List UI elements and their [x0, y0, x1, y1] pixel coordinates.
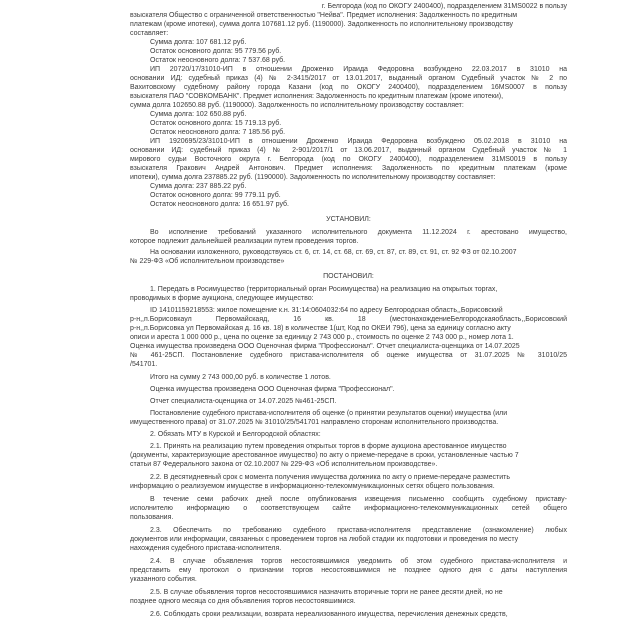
section-heading: УСТАНОВИЛ:	[326, 216, 371, 223]
document-text-line: позднее одного месяца со дня объявления торгов несостоявшимися.	[130, 598, 356, 605]
document-text-line: 2.3. Обеспечить по требованию судебного пристава-исполнителя представление (ознакомление) любых	[150, 527, 567, 534]
document-text-line: документов или информации, связанных с проведением торгов на любой стадии их подготовки и проведения по месту	[130, 536, 519, 543]
document-text-line: 2.4. В случае объявления торгов несостоявшимися уведомить об этом судебного пристава-исполнителя и	[150, 558, 567, 565]
document-text-line: указанного события.	[130, 576, 197, 583]
document-text-line: платежам (кроме ипотеки), сумма долга 107681.12 руб. (1190000). Задолженность по исполнительному производству	[130, 21, 514, 28]
document-text-line: Итого на сумму 2 743 000,00 руб. в количестве 1 лотов.	[150, 374, 331, 381]
document-text-line: р-н,,п.Борисовкаул Первомайскаяд, 16 кв. 18 (местонахождениеБелгородскаяобласть,,Борисовский	[130, 316, 567, 323]
document-text-line: (документы, характеризующие арестованное имущество) по акту о приеме-передаче в сроки, установленные частью 7	[130, 452, 519, 459]
document-text-line: № 229-ФЗ «Об исполнительном производстве»	[130, 258, 285, 265]
document-text-line: ИП 1920695/23/31010-ИП в отношении Дроженко Ираида Федоровна возбуждено 05.02.2018 в 31010 на	[150, 138, 567, 145]
document-text-line: исполнителю информацию о соответствующем сайте информационно-телекоммуникационных сетей общего	[130, 505, 567, 512]
document-text-line: Остаток основного долга: 15 719.13 руб.	[150, 120, 282, 127]
document-text-line: 2.1. Принять на реализацию путем проведения открытых торгов в форме аукциона арестованное имущество	[150, 443, 507, 450]
document-text-line: имущественного права) от 31.07.2025 № 31010/25/541701 направлено сторонам исполнительного производства.	[130, 419, 499, 426]
document-text-line: Во исполнение требований указанного исполнительного документа 11.12.2024 г. арестовано имущество,	[150, 229, 567, 236]
section-heading: ПОСТАНОВИЛ:	[323, 273, 374, 280]
document-text-line: информацию о реализуемом имуществе в информационно-телекоммуникационных сетях общего пользования.	[130, 483, 495, 490]
document-text-line: ипотеки), сумма долга 237885.22 руб. (1190000). Задолженность по исполнительному производству составляет:	[130, 174, 496, 181]
document-text-line: № 461-25СП. Постановление судебного пристава-исполнителя об оценке имущества от 31.07.2025 № 31010/25	[130, 352, 567, 359]
document-text-line: Остаток неосновного долга: 7 185.56 руб.	[150, 129, 286, 136]
document-text-line: Оценка имущества произведена ООО Оценочная фирма "Профессионал". Отчет специалиста-оценщика от 14.07.2025	[130, 343, 520, 350]
document-text-line: взыскателя Гракович Андрей Антонович. Предмет исполнения: Задолженность по кредитным платежам (кроме	[130, 165, 567, 172]
document-text-line: Остаток неосновного долга: 16 651.97 руб.	[150, 201, 289, 208]
document-text-line: 1. Передать в Росимущество (территориальный орган Росимущества) на реализацию на открытых торгах,	[150, 286, 498, 293]
document-text-line: нахождения судебного пристава-исполнителя.	[130, 545, 282, 552]
document-text-line: Сумма долга: 107 681.12 руб.	[150, 39, 247, 46]
document-text-line: составляет:	[130, 30, 169, 37]
document-text-line: статьи 87 Федерального закона от 02.10.2007 № 229-ФЗ «Об исполнительном производстве».	[130, 461, 438, 468]
document-text-line: взыскателя ПАО "СОВКОМБАНК". Предмет исполнения: Задолженность по кредитным платежам (кроме ипотеки),	[130, 93, 504, 100]
document-text-line: ID 14101159218553: жилое помещение к.н. 31:14:0604032:64 по адресу Белгородская область,,Борисовский	[150, 307, 503, 314]
document-text-line: ИП 20720/17/31010-ИП в отношении Дроженко Ираида Федоровна возбуждено 22.03.2017 в 31010 на	[150, 66, 567, 73]
document-text-line: взыскателя Общество с ограниченной ответственностью "Нейва". Предмет исполнения: Задолженность по кредитным	[130, 12, 518, 19]
document-text-line: Постановление судебного пристава-исполнителя об оценке (о принятии результатов оценки) имущества (или	[150, 410, 508, 417]
document-text-line: представить ему протокол о признании торгов несостоявшимися не позднее одного дня с даты наступления	[130, 567, 567, 574]
document-text-line: /541701.	[130, 361, 158, 368]
document-text-line: которое подлежит дальнейшей реализации путем проведения торгов.	[130, 238, 359, 245]
document-text-line: сумма долга 102650.88 руб. (1190000). Задолженность по исполнительному производству составляет:	[130, 102, 464, 109]
document-text-line: Остаток основного долга: 95 779.56 руб.	[150, 48, 282, 55]
document-text-line: мирового судьи Восточного округа г. Белгорода (код по ОКОГУ 2400400), подразделением 31MS0019 в пользу	[130, 156, 567, 163]
document-text-line: проводимых в форме аукциона, следующее имущество:	[130, 295, 314, 302]
document-text-line: 2. Обязать МТУ в Курской и Белгородской областях:	[150, 431, 321, 438]
document-text-line: Сумма долга: 102 650.88 руб.	[150, 111, 247, 118]
document-text-line: основании ИД: судебный приказ (4) № 2-3415/2017 от 13.01.2017, выданный органом Судебный участок № 2 по	[130, 75, 567, 82]
document-text-line: Вахитовскому судебному району города Казани (код по ОКОГУ 2400400), подразделением 16MS0007 в пользу	[130, 84, 567, 91]
document-text-line: Остаток неосновного долга: 7 537.68 руб.	[150, 57, 286, 64]
document-text-line: На основании изложенного, руководствуясь ст. 6, ст. 14, ст. 68, ст. 69, ст. 87, ст. 89, ст. 91, ст. 92 ФЗ от 02.10.2007	[150, 249, 517, 256]
document-text-line: г. Белгорода (код по ОКОГУ 2400400), подразделением 31MS0022 в пользу	[321, 3, 567, 10]
document-text-line: описи и ареста 1 000 000 р., цена по оценке за единицу 2 743 000 р., стоимость по оценке 2 743 000 р., номер лота 1.	[130, 334, 514, 341]
document-text-line: В течение семи рабочих дней после опубликования извещения письменно сообщить судебному приставу-	[150, 496, 567, 503]
document-text-line: 2.2. В десятидневный срок с момента получения имущества должника по акту о приеме-передаче разместить	[150, 474, 511, 481]
document-text-line: Остаток основного долга: 99 779.11 руб.	[150, 192, 281, 199]
document-text-line: 2.5. В случае объявления торгов несостоявшимися назначить вторичные торги не ранее десяти дней, но не	[150, 589, 503, 596]
document-text-line: основании ИД: судебный приказ (4) № 2-901/2017/1 от 13.06.2017, выданный органом Судебный участок № 1	[130, 147, 567, 154]
document-text-line: Оценка имущества произведена ООО Оценочная фирма "Профессионал".	[150, 386, 395, 393]
document-text-line: р-н,,п.Борисовка ул Первомайская д. 16 кв. 18) в количестве 1(шт, Код по ОКЕИ 796), цена за единицу согласно акту	[130, 325, 511, 332]
document-text-line: 2.6. Соблюдать сроки реализации, возврата нереализованного имущества, перечисления денежных средств,	[150, 611, 508, 618]
document-text-line: Отчет специалиста-оценщика от 14.07.2025 №461-25СП.	[150, 398, 337, 405]
document-text-line: пользования.	[130, 514, 174, 521]
document-text-line: Сумма долга: 237 885.22 руб.	[150, 183, 247, 190]
